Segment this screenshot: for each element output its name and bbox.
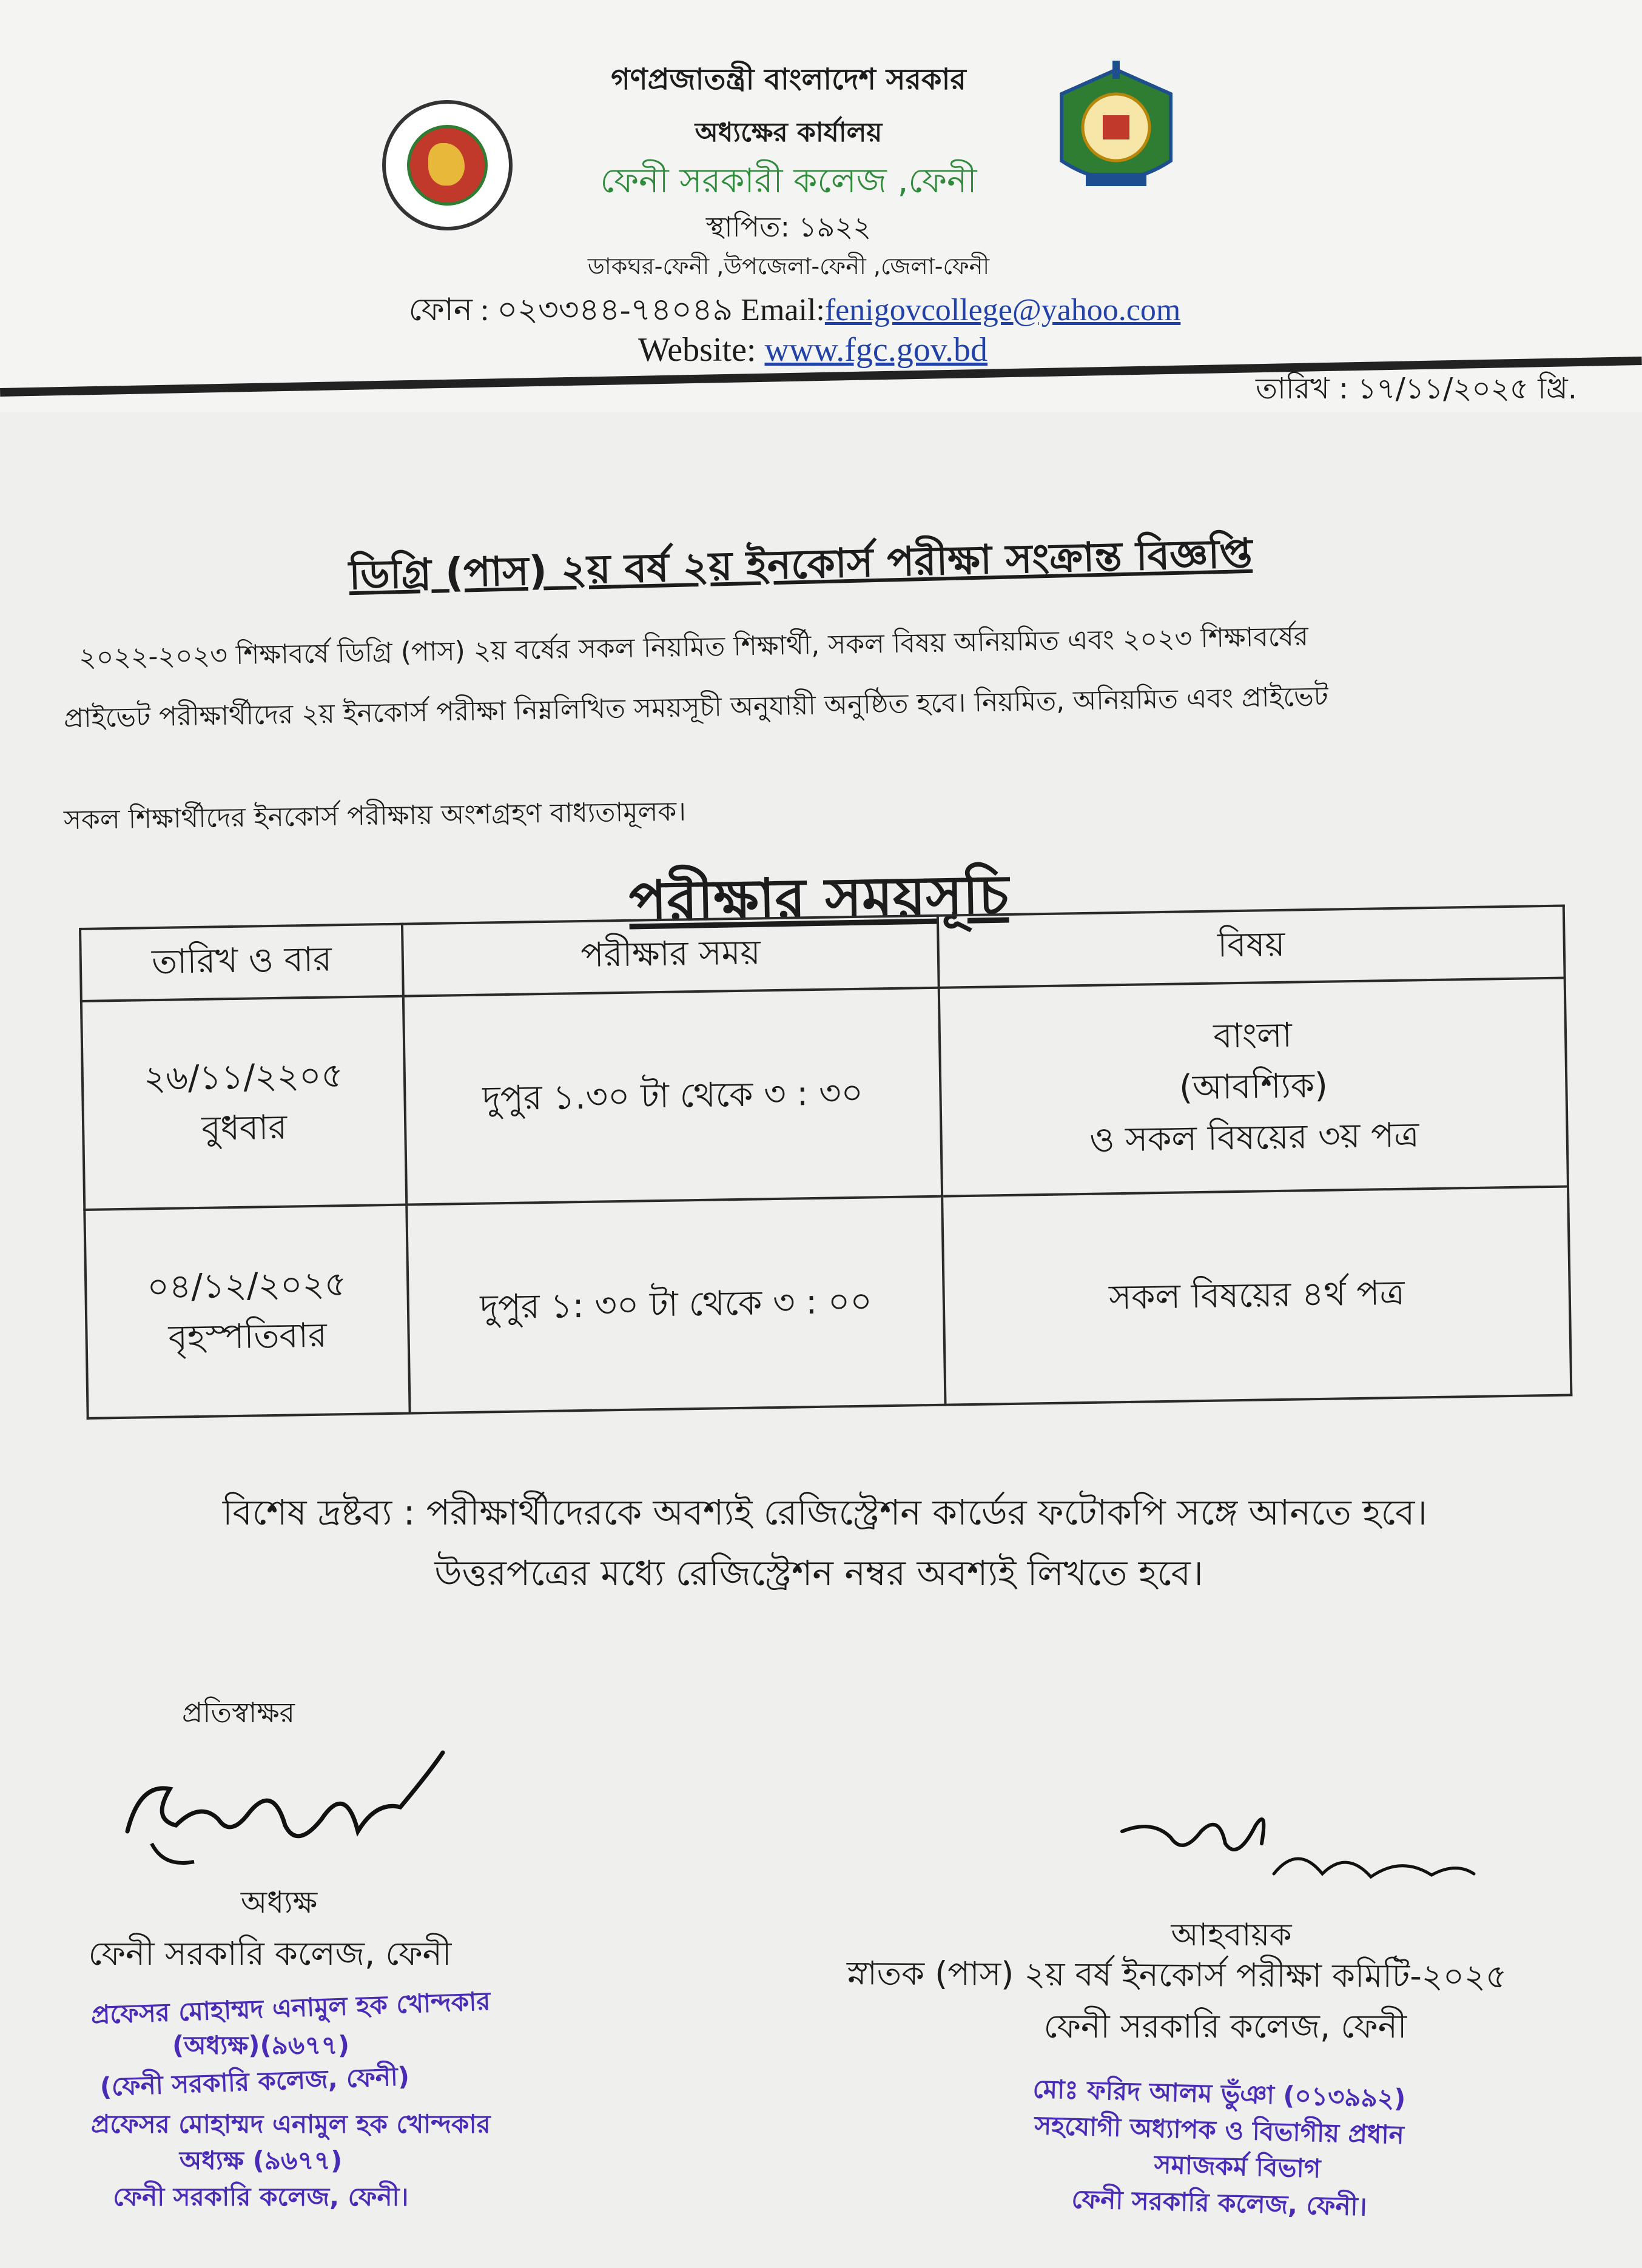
exam-time: দুপুর ১: ৩০ টা থেকে ৩ : ০০ — [406, 1196, 945, 1414]
column-header-date: তারিখ ও বার — [80, 924, 403, 1001]
committee-name: স্নাতক (পাস) ২য় বর্ষ ইনকোর্স পরীক্ষা কমিটি-২০২৫ — [846, 1954, 1507, 1996]
exam-day: বৃহস্পতিবার — [168, 1315, 328, 1358]
special-note: উত্তরপত্রের মধ্যে রেজিস্ট্রেশন নম্বর অবশ্যই লিখতে হবে। — [434, 1552, 1203, 1594]
committee-college: ফেনী সরকারি কলেজ, ফেনী — [1043, 2007, 1407, 2045]
column-header-subject: বিষয় — [938, 906, 1565, 988]
subject-cell — [939, 978, 1568, 1196]
exam-date: ০৪/১২/২০২৫ — [146, 1264, 347, 1307]
convenor-title: আহবায়ক — [1171, 1917, 1292, 1953]
notice-body-line: ২০২২-২০২৩ শিক্ষাবর্ষে ডিগ্রি (পাস) ২য় বর্ষের সকল নিয়মিত শিক্ষার্থী, সকল বিষয় অনিয়মিত এবং ২০২৩ শিক্ষাবর্ষের — [78, 621, 1309, 674]
established-year: স্থাপিত: ১৯২২ — [705, 210, 872, 243]
exam-time: দুপুর ১.৩০ টা থেকে ৩ : ৩০ — [403, 988, 942, 1205]
website-line — [570, 330, 1055, 369]
exam-day: বুধবার — [201, 1107, 288, 1149]
principal-stamp-line: অধ্যক্ষ (৯৬৭৭) — [179, 2146, 343, 2175]
table-row — [81, 978, 1568, 1210]
notice-title: ডিগ্রি (পাস) ২য় বর্ষ ২য় ইনকোর্স পরীক্ষা সংক্রান্ত বিজ্ঞপ্তি — [348, 529, 1253, 599]
exam-date: ২৬/১১/২২০৫ — [143, 1056, 344, 1099]
convenor-stamp-line: মোঃ ফরিদ আলম ভুঁঞা (০১৩৯৯২) — [1032, 2073, 1407, 2114]
website-link[interactable]: www.fgc.gov.bd — [764, 331, 988, 369]
college-name: ফেনী সরকারী কলেজ ,ফেনী — [600, 161, 977, 201]
contact-line — [340, 285, 1250, 338]
subject-cell — [942, 1186, 1571, 1404]
principal-stamp-line: প্রফেসর মোহাম্মদ এনামুল হক খোন্দকার — [91, 2109, 491, 2139]
website-label: Website: — [638, 331, 756, 369]
convenor-stamp-line: সহযোগী অধ্যাপক ও বিভাগীয় প্রধান — [1034, 2110, 1405, 2150]
email-label: Email: — [741, 293, 825, 327]
date-cell — [84, 1205, 409, 1418]
date-cell — [81, 996, 406, 1210]
phone: ফোন : ০২৩৩৪৪-৭৪০৪৯ — [408, 293, 733, 327]
email-link[interactable]: fenigovcollege@yahoo.com — [824, 293, 1181, 327]
schedule-title: পরীক্ষার সময়সূচি — [628, 862, 1009, 934]
government-name: গণপ্রজাতন্ত্রী বাংলাদেশ সরকার — [611, 62, 966, 96]
convenor-stamp-line: সমাজকর্ম বিভাগ — [1154, 2149, 1321, 2184]
column-header-time: পরীক্ষার সময় — [402, 916, 939, 996]
address: ডাকঘর-ফেনী ,উপজেলা-ফেনী ,জেলা-ফেনী — [587, 253, 990, 280]
principal-title: অধ্যক্ষ — [240, 1885, 318, 1920]
table-row — [84, 1186, 1571, 1418]
principal-college: ফেনী সরকারি কলেজ, ফেনী — [88, 1934, 452, 1973]
special-note: বিশেষ দ্রষ্টব্য : পরীক্ষার্থীদেরকে অবশ্যই রেজিস্ট্রেশন কার্ডের ফটোকপি সঙ্গে আনতে হবে। — [222, 1492, 1428, 1533]
bangladesh-government-seal-icon — [382, 100, 513, 230]
convenor-stamp-line: ফেনী সরকারি কলেজ, ফেনী। — [1071, 2184, 1368, 2222]
subject-line: বাংলা — [1213, 1015, 1293, 1056]
principal-signature-icon — [115, 1746, 455, 1886]
schedule-table — [79, 905, 1572, 1420]
office-name: অধ্যক্ষের কার্যালয় — [695, 117, 883, 148]
principal-stamp-line: ফেনী সরকারি কলেজ, ফেনী। — [113, 2182, 409, 2212]
notice-body-line: সকল শিক্ষার্থীদের ইনকোর্স পরীক্ষায় অংশগ্রহণ বাধ্যতামূলক। — [63, 796, 687, 836]
notice-body-line: প্রাইভেট পরীক্ষার্থীদের ২য় ইনকোর্স পরীক্ষা নিম্নলিখিত সময়সূচী অনুযায়ী অনুষ্ঠিত হবে। নিয়মিত, অনিয়মিত এবং প্রাইভেট — [63, 681, 1329, 734]
subject-line: ও সকল বিষয়ের ৩য় পত্র — [1089, 1115, 1419, 1160]
college-logo-icon — [1049, 58, 1183, 203]
subject-line: (আবশ্যিক) — [1179, 1065, 1328, 1108]
principal-stamp-line: (ফেনী সরকারি কলেজ, ফেনী) — [99, 2061, 410, 2102]
notice-date: তারিখ : ১৭/১১/২০২৫ খ্রি. — [1256, 372, 1577, 406]
principal-stamp-line: (অধ্যক্ষ)(৯৬৭৭) — [172, 2030, 350, 2060]
convenor-signature-icon — [1116, 1807, 1480, 1898]
countersign-label: প্রতিস্বাক্ষর — [182, 1696, 295, 1729]
subject-line: সকল বিষয়ের ৪র্থ পত্র — [1108, 1273, 1405, 1318]
principal-stamp-line: প্রফেসর মোহাম্মদ এনামুল হক খোন্দকার — [90, 1986, 491, 2030]
